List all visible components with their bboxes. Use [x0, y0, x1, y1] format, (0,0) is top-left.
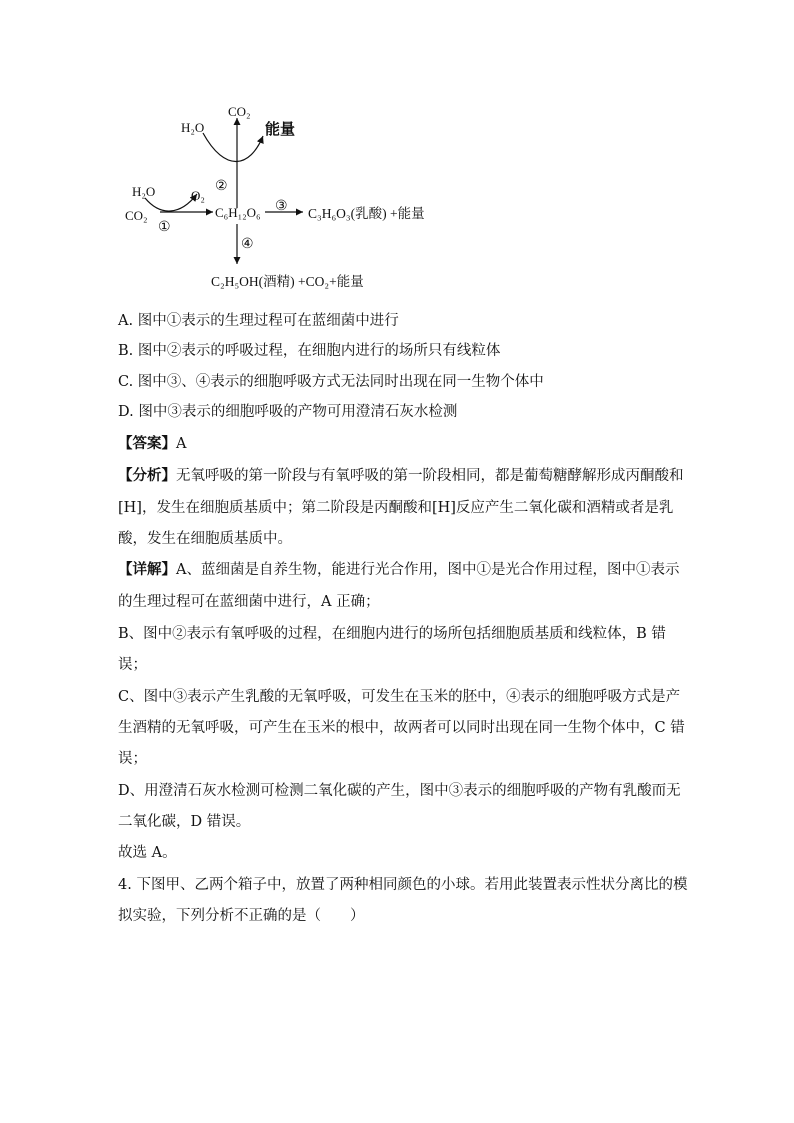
- label-h2o-left: H₂O: [132, 184, 156, 199]
- analysis-line-1: [118, 466, 684, 486]
- label-step1: ①: [158, 220, 171, 235]
- label-step4: ④: [241, 237, 254, 252]
- option-d: D. 图中③表示的细胞呼吸的产物可用澄清石灰水检测: [118, 404, 458, 420]
- answer-value: A: [176, 436, 187, 452]
- detail-line-3: B、图中②表示有氧呼吸的过程，在细胞内进行的场所包括细胞质基质和线粒体，B 错: [118, 626, 666, 642]
- detail-line-5: C、图中③表示产生乳酸的无氧呼吸，可发生在玉米的胚中，④表示的细胞呼吸方式是产: [118, 689, 681, 705]
- option-a: A. 图中①表示的生理过程可在蓝细菌中进行: [118, 313, 399, 329]
- detail-tag: 【详解】: [118, 561, 176, 578]
- respiration-diagram: [115, 98, 475, 298]
- analysis-line-2: [H]，发生在细胞质基质中；第二阶段是丙酮酸和[H]反应产生二氧化碳和酒精或者是乳: [118, 500, 674, 516]
- arrow-h2o-energy: [203, 133, 263, 162]
- answer-tag: 【答案】: [118, 435, 176, 452]
- detail-text-1: A、蓝细菌是自养生物，能进行光合作用，图中①是光合作用过程，图中①表示: [176, 562, 680, 578]
- label-co2-left: CO₂: [125, 208, 148, 223]
- detail-line-6: 生酒精的无氧呼吸，可产生在玉米的根中，故两者可以同时出现在同一生物个体中，C 错: [118, 720, 685, 736]
- label-energy-top: 能量: [265, 122, 296, 138]
- label-ethanol: C₂H₅OH(酒精) +CO₂+能量: [211, 274, 364, 289]
- option-c: C. 图中③、④表示的细胞呼吸方式无法同时出现在同一生物个体中: [118, 374, 544, 390]
- label-step2: ②: [215, 179, 228, 194]
- label-o2: O₂: [191, 188, 205, 203]
- analysis-line-3: 酸，发生在细胞质基质中。: [118, 531, 292, 547]
- detail-line-4: 误；: [118, 657, 147, 673]
- question4-line-2: 拟实验，下列分析不正确的是（ ）: [118, 908, 365, 924]
- detail-line-7: 误；: [118, 751, 147, 767]
- analysis-text-1: 无氧呼吸的第一阶段与有氧呼吸的第一阶段相同，都是葡萄糖酵解形成丙酮酸和: [176, 468, 684, 484]
- detail-line-9: 二氧化碳，D 错误。: [118, 814, 251, 830]
- detail-line-1: [118, 560, 679, 580]
- detail-line-2: 的生理过程可在蓝细菌中进行，A 正确；: [118, 594, 380, 610]
- answer-line: [118, 434, 186, 454]
- analysis-tag: 【分析】: [118, 467, 176, 484]
- label-lactic: C₃H₆O₃(乳酸) +能量: [308, 206, 425, 221]
- diagram-svg: [115, 98, 475, 298]
- question4-line-1: 4. 下图甲、乙两个箱子中，放置了两种相同颜色的小球。若用此装置表示性状分离比的模: [118, 877, 688, 893]
- label-glucose: C₆H₁₂O₆: [215, 205, 261, 220]
- label-h2o-top: H₂O: [181, 120, 205, 135]
- detail-line-10: 故选 A。: [118, 845, 177, 861]
- detail-line-8: D、用澄清石灰水检测可检测二氧化碳的产生，图中③表示的细胞呼吸的产物有乳酸而无: [118, 783, 681, 799]
- label-co2-top: CO₂: [228, 104, 251, 119]
- option-b: B. 图中②表示的呼吸过程，在细胞内进行的场所只有线粒体: [118, 343, 501, 359]
- label-step3: ③: [275, 199, 288, 214]
